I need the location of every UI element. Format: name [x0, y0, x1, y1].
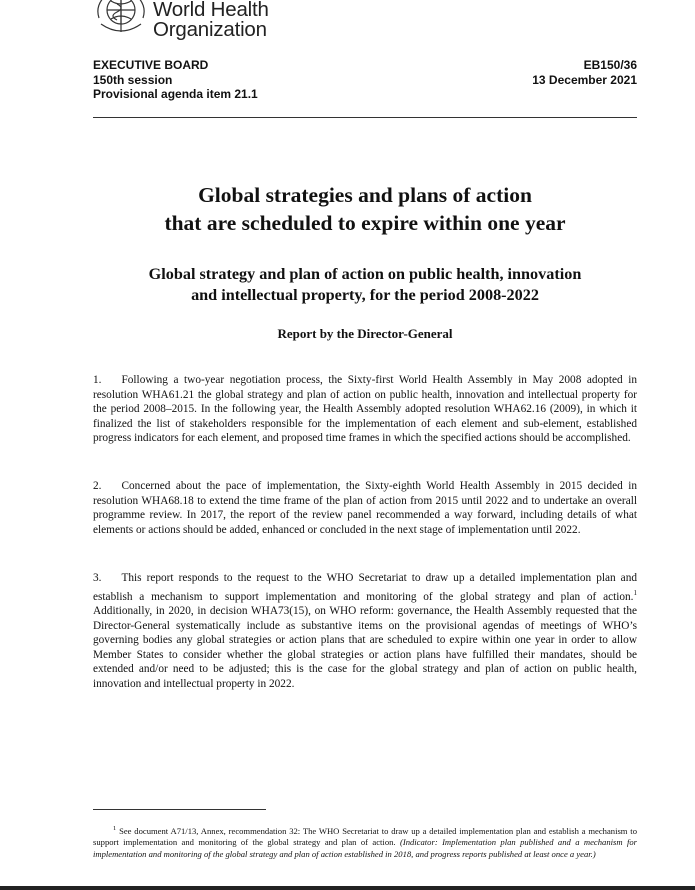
- header-divider: [93, 117, 637, 118]
- paragraph-number: 3.: [93, 572, 102, 584]
- footnote-reference[interactable]: 1: [633, 588, 637, 597]
- paragraph-text-a: This report responds to the request to the WHO Secretariat to draw up a detailed implementation plan and establish a mechanism to support implementation and monitoring of the global strategy and plan of action.: [93, 572, 637, 603]
- title-line-2: that are scheduled to expire within one year: [164, 211, 566, 235]
- paragraph-2: [93, 479, 637, 537]
- subtitle-line-1: Global strategy and plan of action on public health, innovation: [148, 265, 582, 283]
- document-date: 13 December 2021: [532, 72, 637, 87]
- footnote-mark: 1: [113, 825, 117, 833]
- footnote-indicator: (Indicator: Implementation plan published and a mechanism for implementation and monitoring of the global strategy and plan of action established in 2018, and progress reports published at least once a year.): [93, 837, 637, 859]
- who-emblem-icon: [93, 0, 149, 36]
- footnote-text: See document A71/13, Annex, recommendation 32: The WHO Secretariat to draw up a detailed implementation plan and establish a mechanism to support implementation and monitoring of the global strategy and plan of action.: [93, 826, 637, 848]
- paragraph-number: 1.: [93, 374, 102, 386]
- paragraph-number: 2.: [93, 480, 102, 492]
- paragraph-text-b: Additionally, in 2020, in decision WHA73(15), on WHO reform: governance, the Health Assembly requested that the Director-General systematically include as substantive items on the provisional agendas of meetings of WHO’s governing bodies any global strategies or action plans that are scheduled to expire within one year in order to allow Member States to consider whether the global strategies or action plans have fulfilled their mandates, should be extended and/or need to be adjusted; this is the case for the global strategy and plan of action on public health, innovation and intellectual property in 2022.: [93, 604, 637, 690]
- footnote-divider: [93, 809, 266, 810]
- organization-name: [153, 0, 269, 40]
- paragraph-text: Concerned about the pace of implementation, the Sixty-eighth World Health Assembly in 2015 decided in resolution WHA68.18 to extend the time frame of the plan of action from 2015 until 2022 and to undertake an overall programme review. In 2017, the report of the review panel recommended a way forward, including details of what elements or actions should be added, enhanced or concluded in the next stage of implementation until 2022.: [93, 480, 637, 536]
- document-number: EB150/36: [583, 58, 637, 72]
- session: 150th session: [93, 72, 173, 87]
- org-line-1: World Health: [153, 0, 269, 21]
- footnote: [93, 826, 637, 860]
- subtitle-line-2: and intellectual property, for the period 2008-2022: [191, 286, 539, 304]
- document-info: [532, 58, 637, 87]
- bottom-edge: [0, 886, 695, 890]
- document-title: [93, 181, 637, 237]
- who-logo: [93, 0, 269, 42]
- paragraph-1: [93, 373, 637, 446]
- org-line-2: Organization: [153, 18, 267, 41]
- paragraph-3: [93, 571, 637, 692]
- title-line-1: Global strategies and plans of action: [198, 183, 532, 207]
- board-name: EXECUTIVE BOARD: [93, 58, 209, 72]
- document-subtitle: [93, 264, 637, 306]
- board-info: [93, 58, 258, 102]
- paragraph-text: Following a two-year negotiation process, the Sixty-first World Health Assembly in May 2008 adopted in resolution WHA61.21 the global strategy and plan of action on public health, innovation and intellectual property for the period 2008–2015. In the following year, the Health Assembly adopted resolution WHA62.16 (2009), in which it finalized the list of stakeholders responsible for the implementation of each element and sub-element, established progress indicators for each element, and proposed time frames in which the specified actions should be accomplished.: [93, 374, 637, 445]
- report-by: Report by the Director-General: [277, 326, 453, 341]
- agenda-item: Provisional agenda item 21.1: [93, 87, 258, 102]
